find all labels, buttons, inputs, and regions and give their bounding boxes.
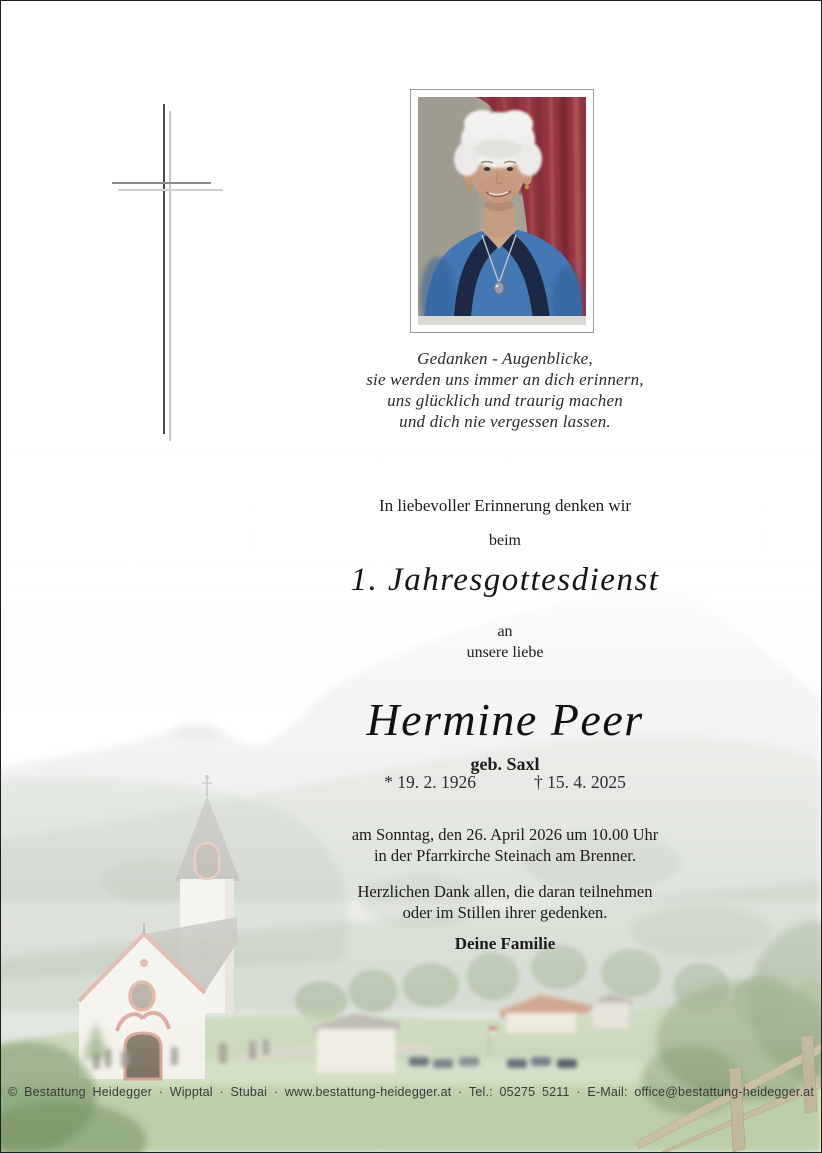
connector-line: an <box>497 623 513 640</box>
table-edge <box>418 316 586 325</box>
poem-line: Gedanken - Augenblicke, <box>417 349 593 368</box>
cross-vertical-dark-line <box>163 104 165 434</box>
life-dates <box>185 772 822 793</box>
portrait-photo-frame <box>410 89 594 333</box>
service-detail-line: am Sonntag, den 26. April 2026 um 10.00 Uhr <box>351 825 659 844</box>
poem-line: uns glücklich und traurig machen <box>387 391 623 410</box>
service-details <box>185 824 822 866</box>
thanks-line: oder im Stillen ihrer gedenken. <box>402 903 608 922</box>
deceased-name: Hermine Peer <box>366 694 644 745</box>
cross-horizontal-dark-line <box>112 182 211 184</box>
thanks-line: Herzlichen Dank allen, die daran teilnehmen <box>357 882 653 901</box>
portrait-photo <box>418 97 586 325</box>
cross-vertical-light-line <box>169 111 171 441</box>
service-title: 1. Jahresgottesdienst <box>350 562 660 598</box>
poem-line: und dich nie vergessen lassen. <box>399 412 611 431</box>
thanks-message <box>185 881 822 923</box>
memorial-poem <box>185 348 822 432</box>
death-date: † 15. 4. 2025 <box>534 772 626 792</box>
funeral-home-footer: © Bestattung Heidegger · Wipptal · Stubai · www.bestattung-heidegger.at · Tel.: 05275 5211 · E-Mail: office@bestattung-heidegger.at <box>7 1085 815 1099</box>
maiden-name: geb. Saxl <box>470 754 540 774</box>
cross-horizontal-light-line <box>118 189 223 191</box>
poem-line: sie werden uns immer an dich erinnern, <box>366 370 644 389</box>
closing-signature: Deine Familie <box>454 934 556 953</box>
preposition-line: beim <box>489 532 521 549</box>
birth-date: * 19. 2. 1926 <box>384 772 476 792</box>
intro-line: In liebevoller Erinnerung denken wir <box>378 496 632 515</box>
white-hair <box>454 110 542 176</box>
dedication-line: unsere liebe <box>466 644 544 661</box>
service-detail-line: in der Pfarrkirche Steinach am Brenner. <box>373 846 637 865</box>
